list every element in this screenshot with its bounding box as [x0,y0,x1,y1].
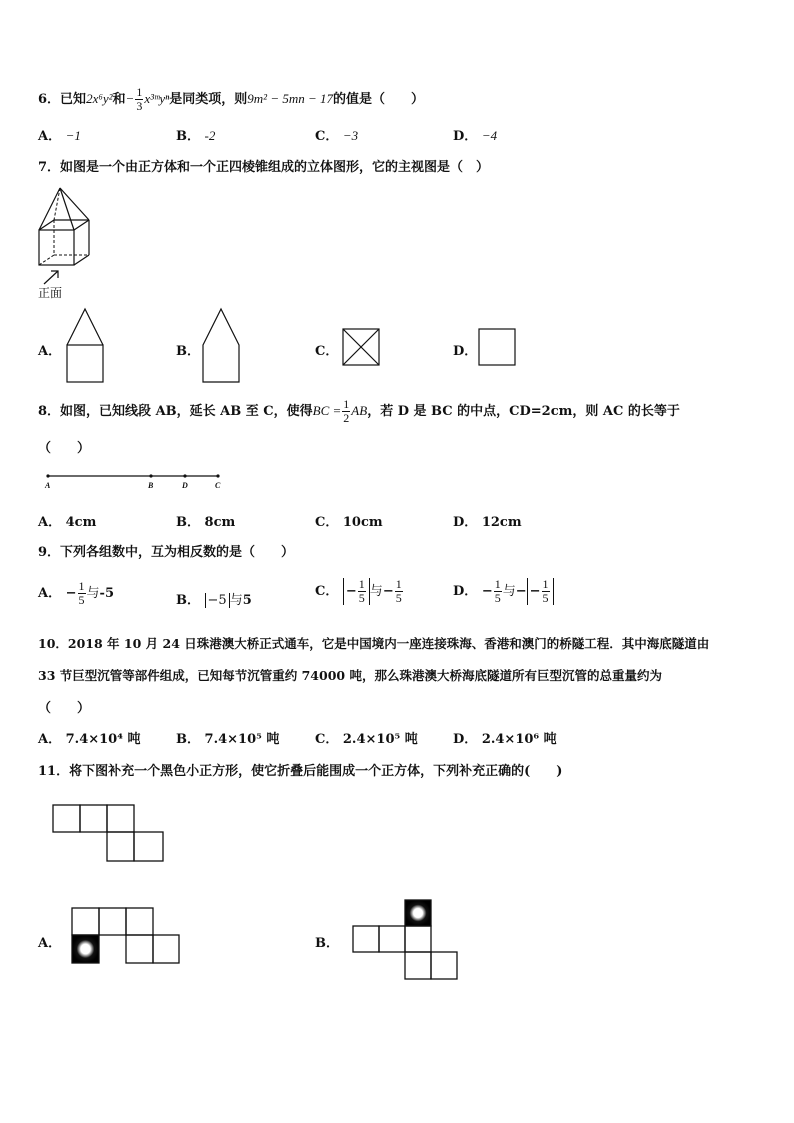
question-number: 6． [38,92,61,107]
question-text: 和 [112,92,126,107]
question-number: 11． [38,764,70,779]
question-10 [38,634,709,652]
fraction: $\frac{1}{2}$ [343,397,350,425]
option-d: D． −4 [453,128,498,144]
point-d-label: D [182,481,188,490]
option-b: B． 8cm [176,515,236,530]
question-text: ，若 D 是 BC 的中点，CD=2cm，则 AC 的长等于 [367,404,680,419]
question-text: 如图是一个由正方体和一个正四棱锥组成的立体图形，它的主视图是（ ） [60,160,490,175]
option-c: C． 10cm [315,515,383,530]
option-a: A． 7.4×10⁴ 吨 [38,732,141,747]
option-d: D． − $\frac{1}{5}$ 与− − $\frac{1}{5}$ [453,578,554,605]
question-6 [38,86,424,113]
black-square [72,935,99,963]
option-b: B． 7.4×10⁵ 吨 [176,732,280,747]
point-b-label: B [148,481,154,490]
option-b: B． -2 [176,128,216,144]
absolute-value: − $\frac{1}{5}$ [343,578,370,605]
question-11 [38,760,562,779]
question-8 [38,398,680,425]
option-a-figure [71,907,183,967]
absolute-value: − $\frac{1}{5}$ [527,578,554,605]
option-a: A． [38,936,62,951]
option-a: A． − $\frac{1}{5}$ 与-5 [38,579,114,607]
point-c-label: C [215,481,221,490]
answer-paren: （ ） [38,441,91,456]
option-b: B． −5 与5 [176,593,252,608]
option-c: C． [315,344,339,359]
option-c: C． 2.4×10⁵ 吨 [315,732,418,747]
cube-net-figure [52,804,167,866]
option-a: A． [38,344,62,359]
option-b: B． [176,344,200,359]
fraction: $\frac{1}{5}$ [78,579,85,607]
question-number: 8． [38,404,61,419]
option-a: A． −1 [38,128,81,144]
question-text: 将下图补充一个黑色小正方形，使它折叠后能围成一个正方体，下列补充正确的( ) [69,764,563,779]
option-c: C． −3 [315,128,359,144]
fraction: $\frac{1}{3}$ [136,85,143,113]
question-text: 如图，已知线段 AB，延长 AB 至 C，使得 [60,404,313,419]
option-b-figure [352,898,460,982]
question-number: 7． [38,160,61,175]
question-text: 的值是（ ） [333,92,425,107]
math-expression: 9m² − 5mn − 17 [247,91,334,106]
option-d: D． 12cm [453,515,522,530]
point-a-label: A [45,481,51,490]
question-9 [38,541,294,560]
option-d-figure [478,328,518,368]
answer-paren: （ ） [38,701,91,716]
front-label: 正面 [38,286,63,300]
question-10-line2: 33 节巨型沉管等部件组成，已知每节沉管重约 74000 吨，那么珠港澳大桥海底隧道所有巨型沉管的总重量约为 [38,668,662,683]
math-term: BC = [312,403,342,418]
option-d: D． 2.4×10⁶ 吨 [453,732,557,747]
option-c: C． − $\frac{1}{5}$ 与− $\frac{1}{5}$ [315,577,402,605]
black-square [405,900,431,926]
question-number: 10． [38,636,68,651]
math-term: AB [351,403,368,418]
question-text: 已知 [60,92,87,107]
minus-sign: − [125,91,135,106]
question-number: 9． [38,545,61,560]
option-a-figure [66,307,106,385]
option-b-figure [202,307,242,385]
question-text: 是同类项，则 [169,92,248,107]
question-text: 2018 年 10 月 24 日珠港澳大桥正式通车，它是中国境内一座连接珠海、香港和澳门的桥隧工程．其中海底隧道由 [67,636,710,651]
option-d: D． [453,344,478,359]
question-7 [38,156,489,175]
segment-diagram [40,470,230,492]
math-term: x³ᵐyⁿ [144,91,170,106]
question-text: 下列各组数中，互为相反数的是（ ） [60,545,295,560]
option-c-figure [342,328,382,368]
option-a: A． 4cm [38,515,97,530]
option-b: B． [315,936,339,951]
math-term: 2x⁶y² [86,91,113,106]
